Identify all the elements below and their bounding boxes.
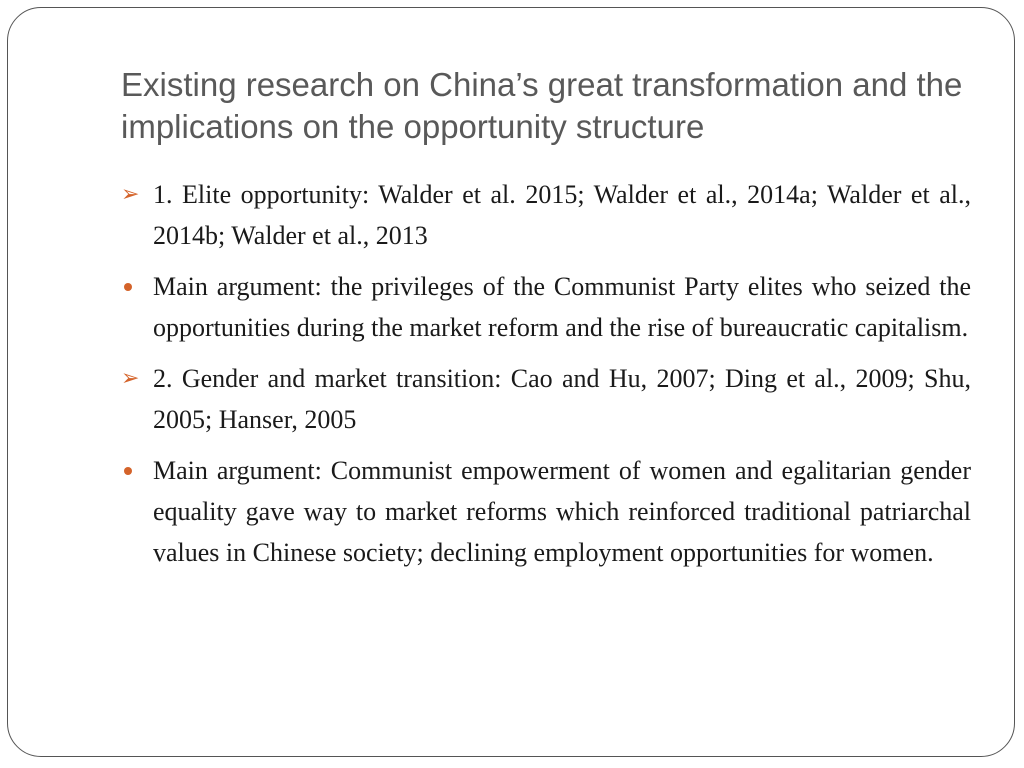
slide-frame (7, 7, 1015, 757)
bullet-list (121, 174, 971, 583)
list-item (121, 174, 971, 256)
list-item (121, 358, 971, 440)
list-item-text: 2. Gender and market transition: Cao and Hu, 2007; Ding et al., 2009; Shu, 2005; Hanser, 2005 (153, 364, 971, 434)
list-item (121, 266, 971, 348)
dot-bullet-icon (121, 450, 145, 491)
list-item (121, 450, 971, 573)
list-item-text: Main argument: the privileges of the Communist Party elites who seized the opportunities during the market reform and the rise of bureaucratic capitalism. (153, 272, 971, 342)
list-item-text: Main argument: Communist empowerment of women and egalitarian gender equality gave way to market reforms which reinforced traditional patriarchal values in Chinese society; declining employment opportunities for women. (153, 456, 971, 567)
slide-title: Existing research on China’s great transformation and the implications on the opportunity structure (121, 66, 963, 145)
list-item-text: 1. Elite opportunity: Walder et al. 2015; Walder et al., 2014a; Walder et al., 2014b; Walder et al., 2013 (153, 180, 971, 250)
dot-bullet-icon (121, 266, 145, 307)
arrow-bullet-icon: ➢ (121, 182, 140, 207)
arrow-bullet-icon: ➢ (121, 366, 140, 391)
